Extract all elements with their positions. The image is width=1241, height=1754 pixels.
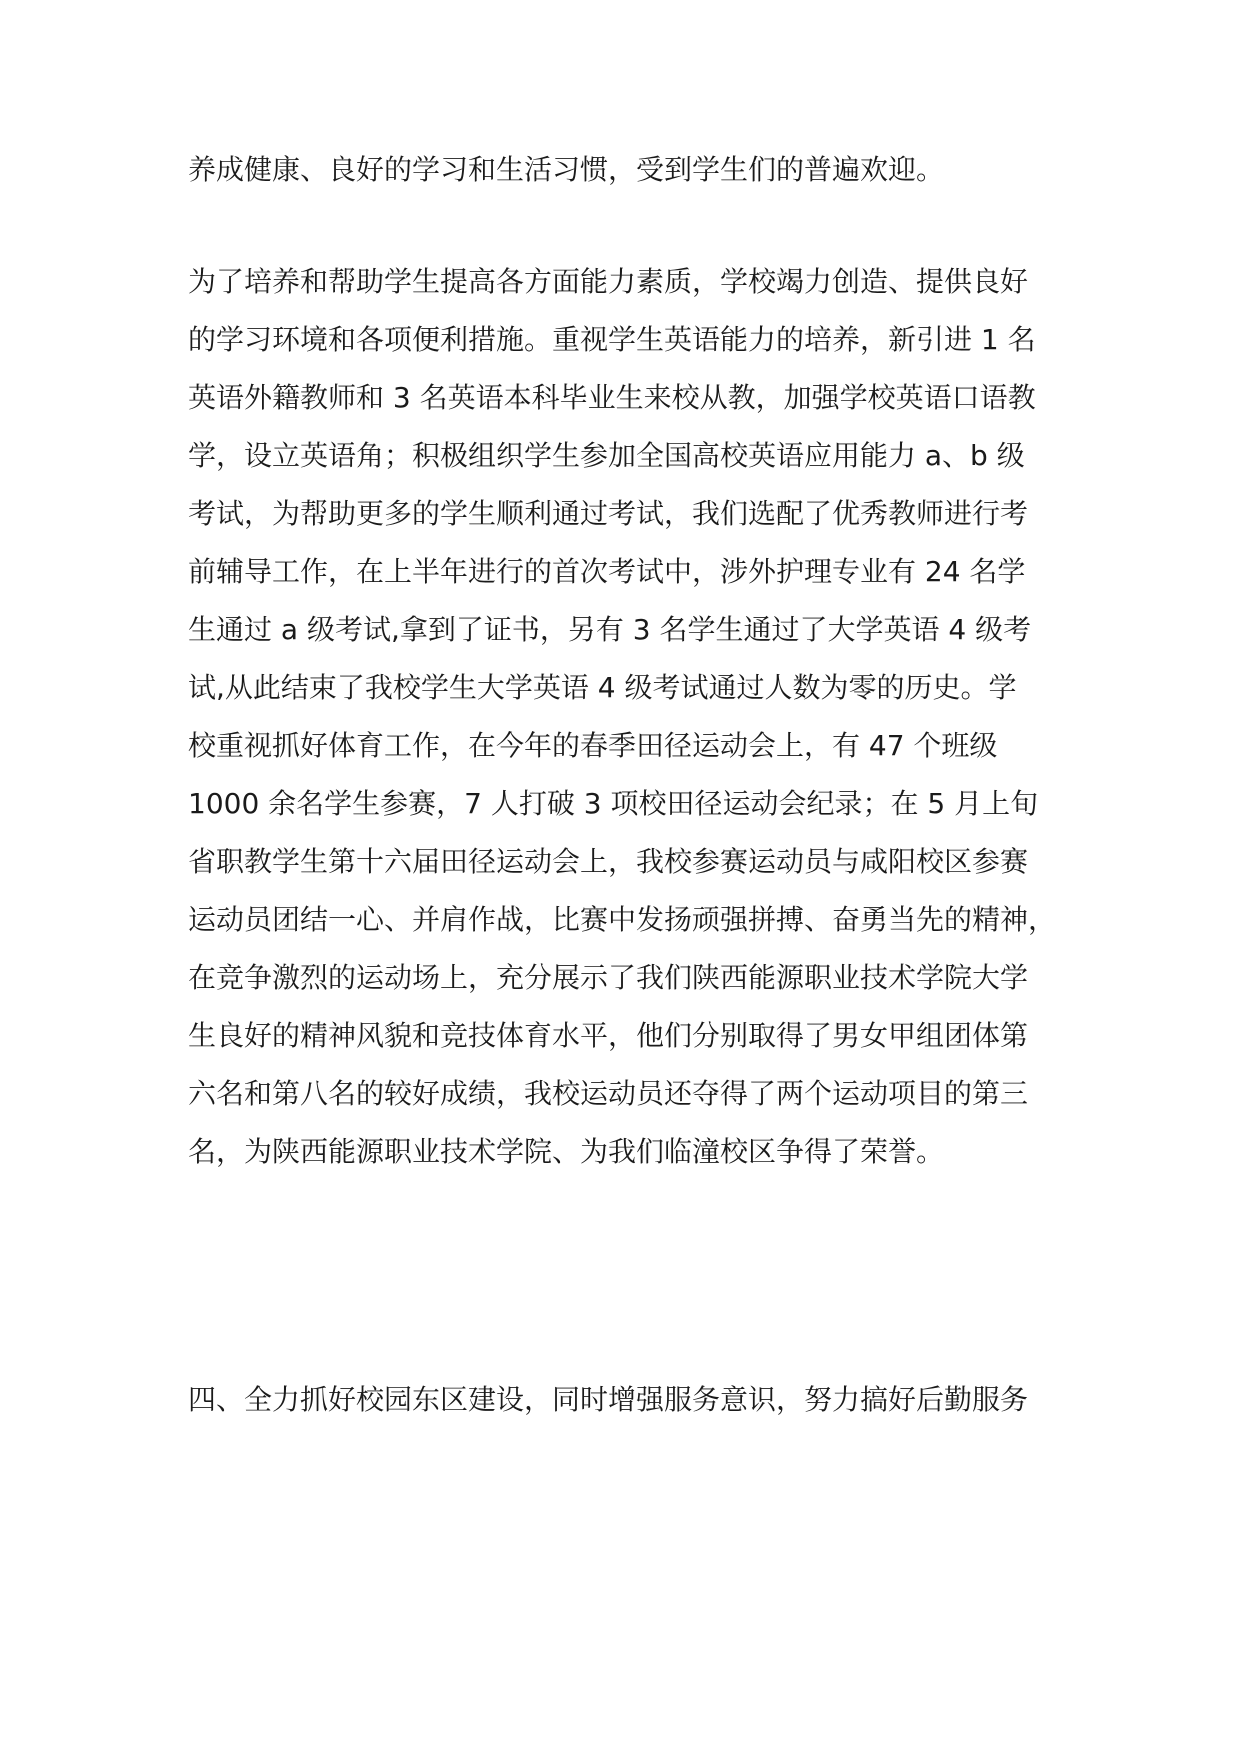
paragraph-2-line-4: 学，设立英语角；积极组织学生参加全国高校英语应用能力 a、b 级 bbox=[188, 439, 1025, 472]
paragraph-2-line-15: 六名和第八名的较好成绩，我校运动员还夺得了两个运动项目的第三 bbox=[188, 1077, 1029, 1110]
paragraph-2-line-5: 考试，为帮助更多的学生顺利通过考试，我们选配了优秀教师进行考 bbox=[188, 497, 1029, 530]
paragraph-2-line-3: 英语外籍教师和 3 名英语本科毕业生来校从教，加强学校英语口语教 bbox=[188, 381, 1036, 414]
paragraph-2-line-16: 名，为陕西能源职业技术学院、为我们临潼校区争得了荣誉。 bbox=[188, 1135, 945, 1168]
paragraph-2-line-8: 试,从此结束了我校学生大学英语 4 级考试通过人数为零的历史。学 bbox=[188, 671, 1017, 704]
paragraph-2-line-1: 为了培养和帮助学生提高各方面能力素质，学校竭力创造、提供良好 bbox=[188, 265, 1029, 298]
paragraph-2-line-7: 生通过 a 级考试,拿到了证书，另有 3 名学生通过了大学英语 4 级考 bbox=[188, 613, 1032, 646]
paragraph-2-line-9: 校重视抓好体育工作，在今年的春季田径运动会上，有 47 个班级 bbox=[188, 729, 998, 762]
section-4-heading: 四、全力抓好校园东区建设，同时增强服务意识，努力搞好后勤服务 bbox=[188, 1383, 1029, 1416]
paragraph-2-line-11: 省职教学生第十六届田径运动会上，我校参赛运动员与咸阳校区参赛 bbox=[188, 845, 1029, 878]
paragraph-2-line-6: 前辅导工作，在上半年进行的首次考试中，涉外护理专业有 24 名学 bbox=[188, 555, 1026, 588]
paragraph-2-line-2: 的学习环境和各项便利措施。重视学生英语能力的培养，新引进 1 名 bbox=[188, 323, 1036, 356]
paragraph-2-line-10: 1000 余名学生参赛，7 人打破 3 项校田径运动会纪录；在 5 月上旬 bbox=[188, 787, 1039, 820]
paragraph-2-line-13: 在竞争激烈的运动场上，充分展示了我们陕西能源职业技术学院大学 bbox=[188, 961, 1029, 994]
paragraph-2-line-12: 运动员团结一心、并肩作战，比赛中发扬顽强拼搏、奋勇当先的精神， bbox=[188, 903, 1057, 936]
paragraph-2-line-14: 生良好的精神风貌和竞技体育水平，他们分别取得了男女甲组团体第 bbox=[188, 1019, 1029, 1052]
paragraph-1-line-1: 养成健康、良好的学习和生活习惯，受到学生们的普遍欢迎。 bbox=[188, 153, 945, 186]
